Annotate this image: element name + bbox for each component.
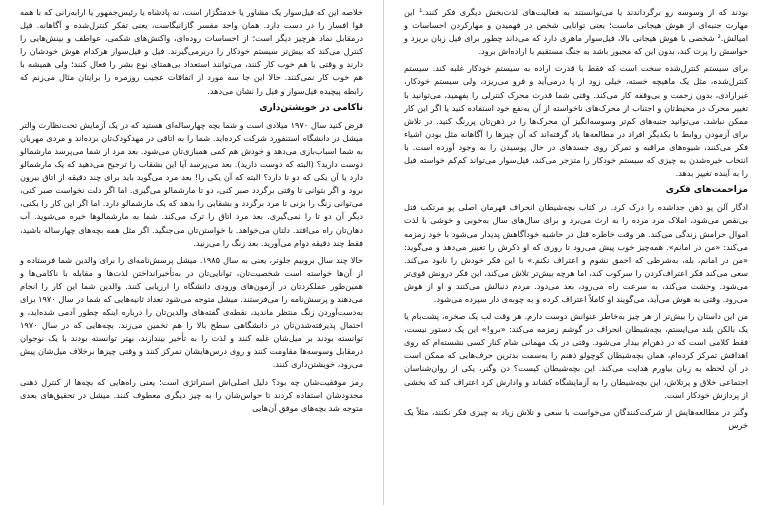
left-paragraph-1: خلاصه این که فیل‌سوار یک مشاور یا خدمتگزار است، نه پادشاه یا رئیس‌جمهور یا ارابه‌رانی که با همه قوا افسار را در دست دارد. همان واحد مفسر گازانیگاست، یعنی تفکر کنترل‌شده و آگاهانه. فیل درمقابل نماد هرچیز دیگر است؛ از احساسات روده‌ای، واکنش‌های شکمی، عواطف و بینش‌هایی را کنترل می‌کند که بیش‌تر سیستم خودکار را دربرمی‌گیرند. فیل و فیل‌سوار هرکدام هوش خودشان را دارند و وقتی با هم خوب کار کنند، می‌توانند استعداد بی‌همتای نوع بشر را فعال کنند؛ ولی همیشه با هم خوب کار نمی‌کنند. حالا این جا سه مورد از اتفاقات عجیب روزمره را برایتان مثال می‌زنم که رابطه پیچیده فیل‌سوار و فیل را نشان می‌دهد. — [20, 7, 363, 96]
left-section-heading: ناکامی در خویشتن‌داری — [259, 102, 363, 113]
left-paragraph-3: حالا چند سال بروبیم جلوتر، یعنی به سال ۱۹۸۵. میشل پرسش‌نامه‌ای را برای والدین شما فرستاده و از آن‌ها خواسته است شخصیت‌تان، توانایی‌تان در به‌تأخیرانداختن لذت‌ها و مقابله با ناکامی‌ها و همین‌طور عملکردتان در آزمون‌های ورودی دانشگاه را ارزیابی کنند. والدین شما این کار را انجام می‌دهند و پرسش‌نامه را می‌فرستند. میشل متوجه می‌شود تعداد ثانیه‌هایی که شما در سال ۱۹۷۰ برای به‌دست‌آوردن زنگ منتظر ماندید، نقطه‌ی گفته‌های والدین‌تان را درباره اینکه چطور آدمی شده‌اید، و احتمال پذیرفته‌شدن‌تان در دانشگاهی سطح بالا را هم تخمین می‌زند. بچه‌هایی که در سال ۱۹۷۰ توانسته بودند بر میل‌شان غلبه کنند و لذت را به تأخیر بیندازند، بهتر توانسته بودند با یک نوجوان درمقابل وسوسه‌ها مقاومت کنند و روی درس‌هایشان تمرکز کنند و وقتی چیزها برخلاف میل‌شان پیش می‌رود، خویشتن‌داری کنند. — [20, 254, 363, 370]
left-paragraph-2: فرض کنید سال ۱۹۷۰ میلادی است و شما بچه چهارساله‌ای هستید که در یک آزمایش تحت‌نظارت والتر میشل در دانشگاه استنفورد شرکت کرده‌اید. شما را به اتاقی در مهدکودک‌تان برده‌اند و مردی مهربان به شما اسباب‌بازی می‌دهد و خودش هم کمی همبازی‌تان می‌شود. بعد مرد از شما می‌پرسد مارشمالو دوست دارید؟ (البته که دوست دارید). بعد می‌پرسد آیا این بشقاب را ترجیح می‌دهید که یک مارشمالو دارد یا آن یکی که دو تا دارد؟ البته که آن یکی را! بعد مرد می‌گوید باید برای چند دقیقه از اتاق بیرون برود و اگر بتوانی تا وقتی برگردد صبر کنی، دو تا مارشمالو می‌گیری. اما اگر دلت نخواست صبر کنی، می‌توانی زنگ را بزنی تا مرد برگردد و بشقابی را بدهد که یک مارشمالو دارد. اما اگر این کار را بکنی، دیگر آن دو تا را نمی‌گیری. بعد مرد اتاق را ترک می‌کند. شما به مارشمالوها خیره می‌شوید. آب دهان‌تان راه می‌افتد. دلتان می‌خواهد. با خواستن‌تان می‌جنگید. اگر مثل همه بچه‌های چهارساله باشید، فقط چند دقیقه دوام می‌آورید. بعد زنگ را می‌زنید. — [20, 119, 364, 248]
right-paragraph-5: وگنر در مطالعه‌هایش از شرکت‌کنندگان می‌خواست با سعی و تلاش زیاد به چیزی فکر نکنند، مثلاً یک خرس — [404, 406, 748, 430]
right-paragraph-3: ادگار آلن پو ذهن جداشده را درک کرد. در کتاب بچه‌شیطان انحراف قهرمان اصلی پو مرتکب قتل بی‌نقص می‌شود، املاک مرد مرده را به ارث می‌برد و برای سال‌های سال به‌خوبی و خوشی با لذت اموال حرامش زندگی می‌کند. هر وقت خاطره قتل در حاشیه خودآگاهش پدیدار می‌شود با خود زمزمه می‌کند: «من در امانم». همه‌چیز خوب پیش می‌رود تا روزی که او ذکرش را تغییر می‌دهد و می‌گوید: «من در امانم، بله، به‌شرطی که احمق نشوم و اعتراف نکنم.» با این فکر خودش را نابود می‌کند. سعی می‌کند فکر اعتراف‌کردن را سرکوب کند، اما هرچه بیش‌تر تلاش می‌کند، این فکر درونش قوی‌تر می‌شود. وحشت می‌کند، به سرعت راه می‌رود، بعد می‌دود. مردم دنبالش می‌کنند و او از هوش می‌رود. وقتی به هوش می‌آید، می‌گویند او کاملاً اعتراف کرده و به چوبه‌ی دار سپرده می‌شود. — [404, 202, 748, 304]
right-paragraph-2: برای سیستم کنترل‌شده سخت است که فقط با قدرت اراده به سیستم خودکار غلبه کند. سیستم کنترل‌شده، مثل یک ماهیچه خسته، خیلی زود از پا درمی‌آید و فرو می‌ریزد، ولی سیستم خودکار، غیرارادی، بدون زحمت و بی‌وقفه کار می‌کند. وقتی شما قدرت محرک کنترلی را بفهمید، می‌توانید با تغییر محرک در محیط‌تان و اجتناب از محرک‌های ناخواسته از آن به‌نفع خود استفاده کنید یا اگر این کار ممکن نباشد، می‌توانید جنبه‌های کم‌تر وسوسه‌انگیز آن محرک‌ها را در ذهن‌تان پررنگ کنید. در تلاش برای آزمودن روابط با یکدیگر افراد در مطالعه‌ها یاد گرفته‌اند که آن چیزها را آگاهانه مثل بودن اشیاء فکر می‌کنند، شیوه‌های مراقبه و تمرکز روی جسدهای در حال پوسیدن را به وجود آورده است. با انتخاب خیره‌شدن به چیزی که سیستم خودکار را متزجر می‌کند، فیل‌سوار می‌تواند کم‌کم خواسته فیل را به آینده تغییر بدهد. — [404, 63, 748, 179]
right-section-heading: مزاحمت‌های فکری — [665, 185, 748, 196]
left-paragraph-4: رمز موفقیت‌شان چه بود؟ دلیل اصلی‌اش استراتژی است؛ یعنی راه‌هایی که بچه‌ها از کنترل ذهنی محدودشان استفاده کردند تا حواس‌شان را به چیز دیگری معطوف کنند. میشل در تحقیق‌های بعدی متوجه شد بچه‌های موفق آن‌هایی — [20, 376, 363, 413]
right-paragraph-4: من این داستان را بیش‌تر از هر چیز به‌خاطر عنوانش دوست دارم. هر وقت لب یک صخره، پشت‌بام یا یک بالکن بلند می‌ایستم، بچه‌شیطان انحراف در گوشم زمزمه می‌کند: «برو!» این یک دستور نیست، فقط کلامی است که در ذهن‌ام بیدار می‌شود. وقتی در یک مهمانی شام کنار کسی نشسته‌ام که روی اهدافش تمرکز کرده‌ام، همان بچه‌شیطان کوچولو ذهنم را به‌سمت بدترین حرف‌هایی که ممکن است در آن لحظه به زبان بیاورم هدایت می‌کند. این بچه‌شیطان کیست؟ دن وگنر، یکی از روان‌شناسان اجتماعی خلاق و پرتلاش، این بچه‌شیطان را به آزمایشگاه کشاند و وادارش کرد اعتراف کند که بخشی از پردازش خودکار است. — [404, 311, 748, 400]
right-page — [384, 0, 768, 505]
right-paragraph-1: بودند که از وسوسه رو برگرداندند یا می‌توانستند به فعالیت‌های لذت‌بخش دیگری فکر کنند.¹ این مهارت جنبه‌ای از هوش هیجانی ماست؛ یعنی توانایی شخص در فهمیدن و مهارکردن احساسات و امیالش.² شخصی با هوش هیجانی بالا، فیل‌سوار ماهری دارد که می‌داند چطور برای فیل زبان بریزد و حواسش را پرت کند، بدون این که مجبور باشد به جنگ مستقیم با اراده‌اش برود. — [404, 7, 749, 57]
